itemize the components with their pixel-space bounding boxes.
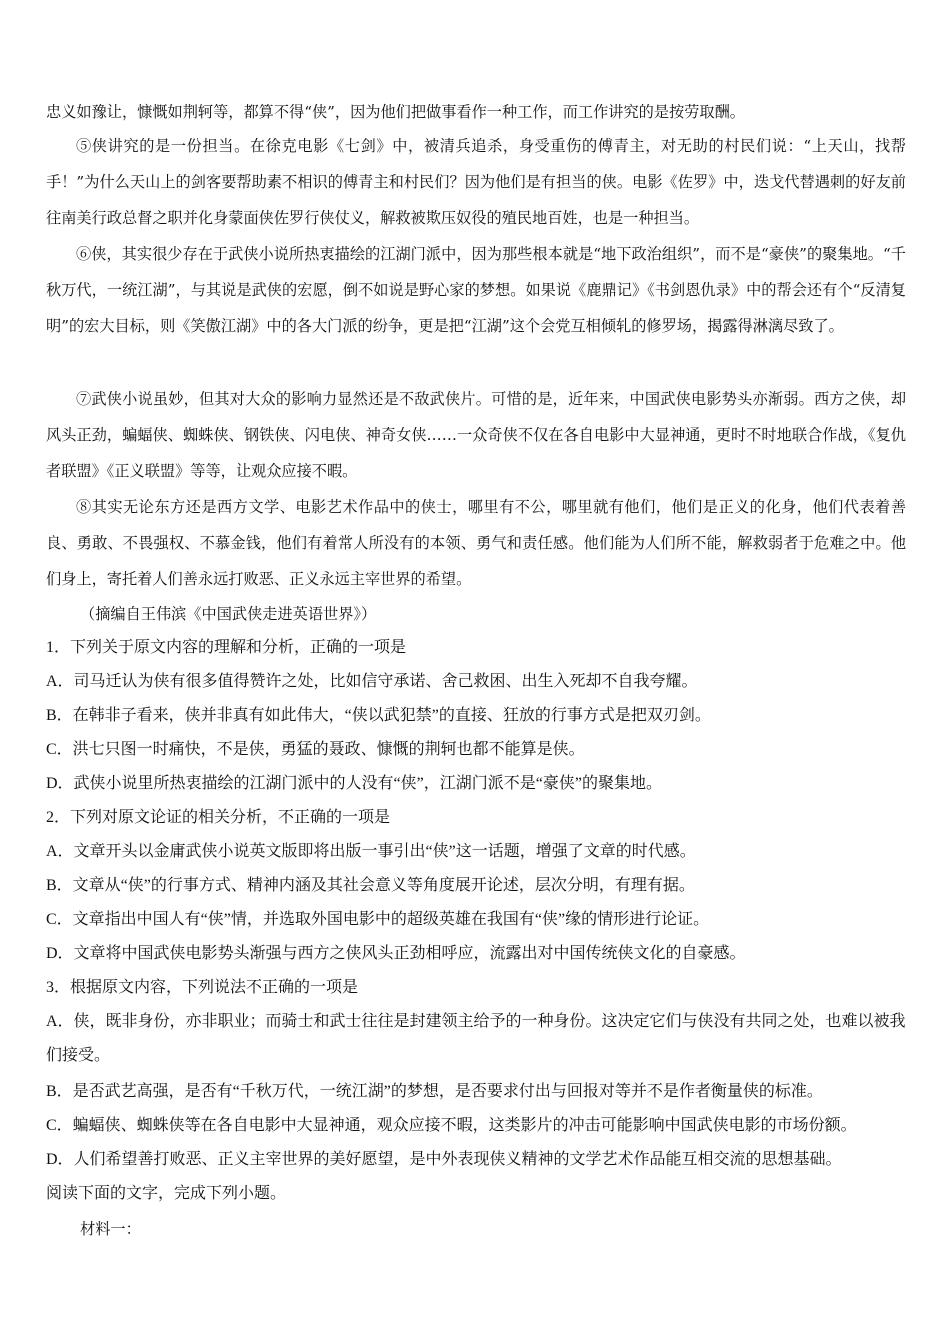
article-paragraph-6: ⑥侠，其实很少存在于武侠小说所热衷描绘的江湖门派中，因为那些根本就是“地下政治组织”，而不是“豪侠”的聚集地。“千秋万代，一统江湖”，与其说是武侠的宏愿，倒不如说是野心家的梦想。如果说《鹿鼎记》《书剑恩仇录》中的帮会还有个“反清复明”的宏大目标，则《笑傲江湖》中的各大门派的纷争，更是把“江湖”这个会党互相倾轧的修罗场，揭露得淋漓尽致了。 [46, 245, 906, 335]
article-paragraph-7: ⑦武侠小说虽妙，但其对大众的影响力显然还是不敌武侠片。可惜的是，近年来，中国武侠电影势头亦渐弱。西方之侠，却风头正劲，蝙蝠侠、蜘蛛侠、钢铁侠、闪电侠、神奇女侠……一众奇侠不仅在各自电影中大显神通，更时不时地联合作战，《复仇者联盟》《正义联盟》等等，让观众应接不暇。 [46, 390, 906, 480]
question-3-option-b: B．是否武艺高强，是否有“千秋万代，一统江湖”的梦想，是否要求付出与回报对等并不是作者衡量侠的标准。 [46, 1083, 823, 1100]
question-3-stem: 3．根据原文内容，下列说法不正确的一项是 [46, 979, 359, 996]
question-3-option-a: A．侠，既非身份，亦非职业；而骑士和武士往往是封建领主给予的一种身份。这决定它们与侠没有共同之处，也难以被我们接受。 [46, 1013, 906, 1064]
question-1-stem: 1．下列关于原文内容的理解和分析，正确的一项是 [46, 639, 407, 656]
question-1-option-b: B．在韩非子看来，侠并非真有如此伟大，“侠以武犯禁”的直接、狂放的行事方式是把双刃剑。 [46, 707, 711, 724]
question-2-option-c: C．文章指出中国人有“侠”情，并选取外国电影中的超级英雄在我国有“侠”缘的情形进行论证。 [46, 911, 710, 928]
question-1-option-d: D．武侠小说里所热衷描绘的江湖门派中的人没有“侠”，江湖门派不是“豪侠”的聚集地。 [46, 775, 662, 792]
material-label: 材料一： [80, 1220, 141, 1238]
question-2-stem: 2．下列对原文论证的相关分析，不正确的一项是 [46, 809, 391, 826]
question-1-option-c: C．洪七只图一时痛快，不是侠，勇猛的聂政、慷慨的荆轲也都不能算是侠。 [46, 741, 585, 758]
article-paragraph-5: ⑤侠讲究的是一份担当。在徐克电影《七剑》中，被清兵追杀，身受重伤的傅青主，对无助的村民们说：“上天山，找帮手！”为什么天山上的剑客要帮助素不相识的傅青主和村民们？因为他们是有担当的侠。电影《佐罗》中，迭戈代替遇刺的好友前往南美行政总督之职并化身蒙面侠佐罗行侠仗义，解救被欺压奴役的殖民地百姓，也是一种担当。 [46, 137, 906, 227]
question-2-option-a: A．文章开头以金庸武侠小说英文版即将出版一事引出“侠”这一话题，增强了文章的时代感。 [46, 843, 696, 860]
question-3-option-c: C．蝙蝠侠、蜘蛛侠等在各自电影中大显神通，观众应接不暇，这类影片的冲击可能影响中国武侠电影的市场份额。 [46, 1117, 857, 1134]
article-paragraph-intro-tail: 忠义如豫让，慷慨如荆轲等，都算不得“侠”，因为他们把做事看作一种工作，而工作讲究的是按劳取酬。 [46, 103, 745, 121]
question-1-option-a: A．司马迁认为侠有很多值得赞许之处，比如信守承诺、舍己救困、出生入死却不自我夸耀。 [46, 673, 698, 690]
reading-instruction: 阅读下面的文字，完成下列小题。 [46, 1185, 287, 1202]
article-paragraph-8: ⑧其实无论东方还是西方文学、电影艺术作品中的侠士，哪里有不公，哪里就有他们，他们是正义的化身，他们代表着善良、勇敢、不畏强权、不慕金钱，他们有着常人所没有的本领、勇气和责任感。他们能为人们所不能，解救弱者于危难之中。他们身上，寄托着人们善永远打败恶、正义永远主宰世界的希望。 [46, 498, 906, 588]
question-2-option-d: D．文章将中国武侠电影势头渐强与西方之侠风头正劲相呼应，流露出对中国传统侠文化的自豪感。 [46, 945, 746, 962]
question-2-option-b: B．文章从“侠”的行事方式、精神内涵及其社会意义等角度展开论述，层次分明，有理有据。 [46, 877, 695, 894]
question-3-option-d: D．人们希望善打败恶、正义主宰世界的美好愿望，是中外表现侠义精神的文学艺术作品能互相交流的思想基础。 [46, 1151, 842, 1168]
article-source: （摘编自王伟滨《中国武侠走进英语世界》） [80, 605, 377, 623]
